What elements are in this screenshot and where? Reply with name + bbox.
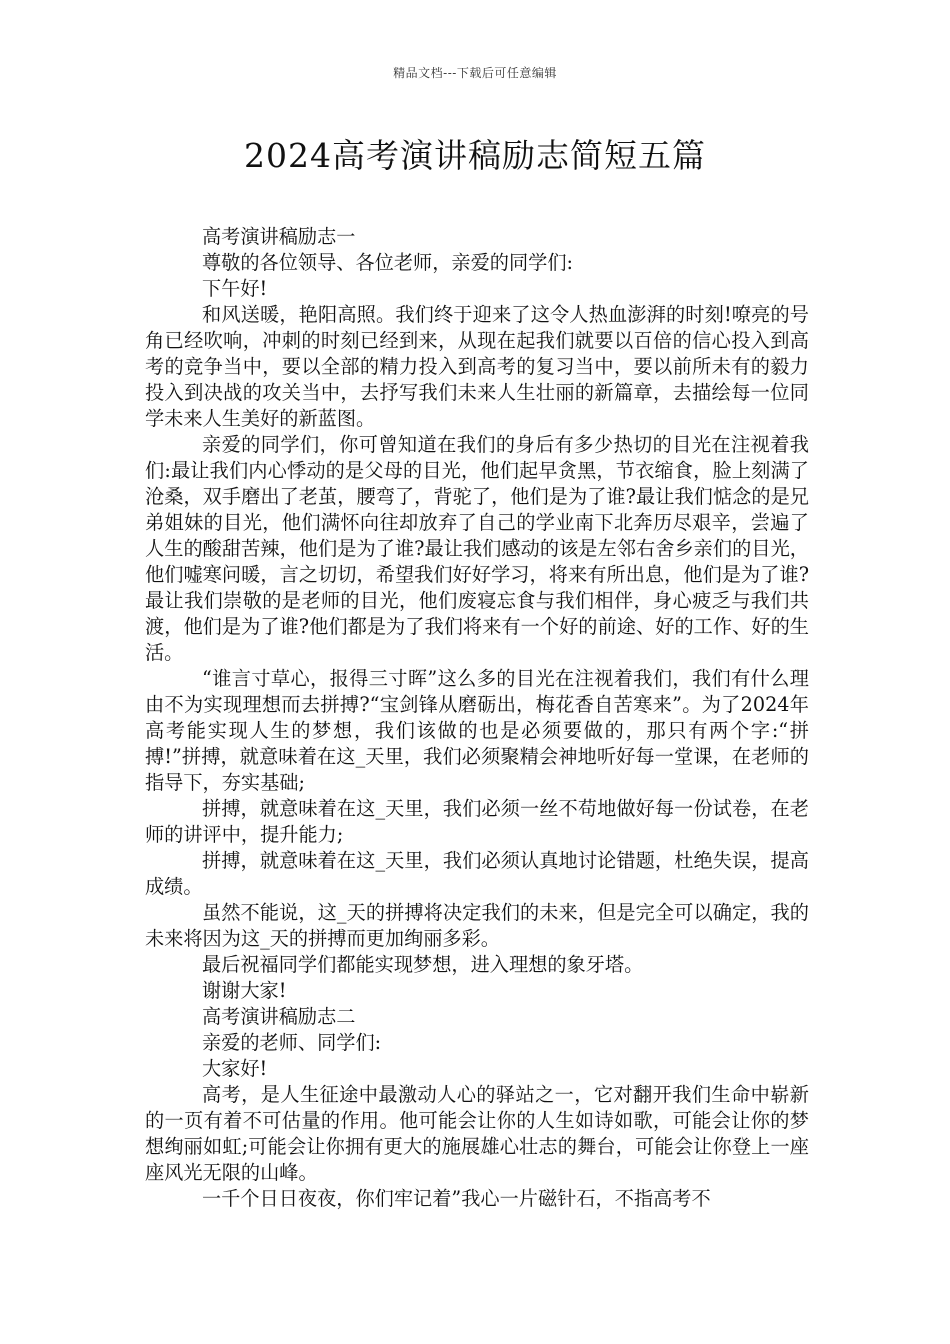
paragraph: “谁言寸草心，报得三寸晖”这么多的目光在注视着我们，我们有什么理由不为实现理想而去拼搏?“宝剑锋从磨砺出，梅花香自苦寒来”。为了2024年高考能实现人生的梦想，我们该做的也是必须要做的，那只有两个字:“拼搏!”拼搏，就意味着在这_天里，我们必须聚精会神地听好每一堂课，在老师的指导下，夯实基础; xyxy=(145,667,809,794)
section-heading: 高考演讲稿励志二 xyxy=(202,1005,356,1028)
document-title: 2024高考演讲稿励志简短五篇 xyxy=(244,136,706,175)
paragraph: 亲爱的同学们，你可曾知道在我们的身后有多少热切的目光在注视着我们:最让我们内心悸动的是父母的目光，他们起早贪黑，节衣缩食，脸上刻满了沧桑，双手磨出了老茧，腰弯了，背驼了，他们是为了谁?最让我们惦念的是兄弟姐妹的目光，他们满怀向往却放弃了自己的学业南下北奔历尽艰辛，尝遍了人生的酸甜苦辣，他们是为了谁?最让我们感动的该是左邻右舍乡亲们的目光，他们嘘寒问暖，言之切切，希望我们好好学习，将来有所出息，他们是为了谁?最让我们崇敬的是老师的目光，他们废寝忘食与我们相伴，身心疲乏与我们共渡，他们是为了谁?他们都是为了我们将来有一个好的前途、好的工作、好的生活。 xyxy=(145,433,809,664)
section-heading: 高考演讲稿励志一 xyxy=(202,225,356,248)
paragraph: 拼搏，就意味着在这_天里，我们必须认真地讨论错题，杜绝失误，提高成绩。 xyxy=(145,849,809,898)
document-body xyxy=(145,224,809,1212)
greeting: 下午好! xyxy=(202,277,268,300)
paragraph: 一千个日日夜夜，你们牢记着”我心一片磁针石，不指高考不 xyxy=(202,1187,711,1210)
salutation: 亲爱的老师、同学们: xyxy=(202,1031,382,1054)
paragraph: 最后祝福同学们都能实现梦想，进入理想的象牙塔。 xyxy=(202,953,644,976)
closing: 谢谢大家! xyxy=(202,979,287,1002)
paragraph: 虽然不能说，这_天的拼搏将决定我们的未来，但是完全可以确定，我的未来将因为这_天的拼搏而更加绚丽多彩。 xyxy=(145,901,809,950)
paragraph: 拼搏，就意味着在这_天里，我们必须一丝不苟地做好每一份试卷，在老师的讲评中，提升能力; xyxy=(145,797,809,846)
paragraph: 高考，是人生征途中最激动人心的驿站之一，它对翻开我们生命中崭新的一页有着不可估量的作用。他可能会让你的人生如诗如歌，可能会让你的梦想绚丽如虹;可能会让你拥有更大的施展雄心壮志的舞台，可能会让你登上一座座风光无限的山峰。 xyxy=(145,1083,809,1184)
paragraph: 和风送暖，艳阳高照。我们终于迎来了这令人热血澎湃的时刻!嘹亮的号角已经吹响，冲刺的时刻已经到来，从现在起我们就要以百倍的信心投入到高考的竞争当中，要以全部的精力投入到高考的复习当中，要以前所未有的毅力投入到决战的攻关当中，去抒写我们未来人生壮丽的新篇章，去描绘每一位同学未来人生美好的新蓝图。 xyxy=(145,303,809,430)
greeting: 大家好! xyxy=(202,1057,268,1080)
salutation: 尊敬的各位领导、各位老师，亲爱的同学们: xyxy=(202,251,574,274)
page-header: 精品文档---下载后可任意编辑 xyxy=(393,66,557,80)
